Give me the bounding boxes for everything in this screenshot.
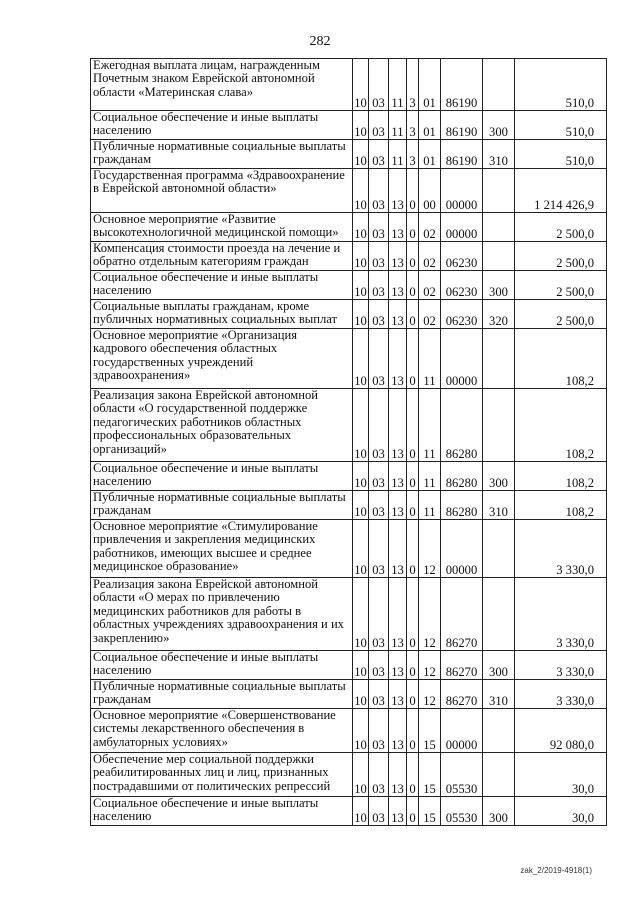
code-direction-cell: 86270 [441,578,483,651]
code-activity-cell: 01 [419,111,441,140]
code-subprogram-cell: 0 [407,169,419,213]
code-activity-cell: 12 [419,651,441,680]
code-direction-cell: 00000 [441,709,483,753]
amount-cell: 1 214 426,9 [515,169,607,213]
code-section-cell: 10 [353,140,369,169]
table-row [91,651,607,680]
code-direction-cell: 00000 [441,169,483,213]
code-direction-cell: 86190 [441,59,483,111]
code-direction-cell: 05530 [441,797,483,826]
table-row [91,797,607,826]
code-expense-type-cell: 300 [483,651,515,680]
code-subprogram-cell: 0 [407,271,419,300]
code-activity-cell: 00 [419,169,441,213]
code-subsection-cell: 03 [369,59,389,111]
table-row [91,169,607,213]
amount-cell: 3 330,0 [515,520,607,578]
code-program-cell: 13 [389,271,407,300]
amount-cell: 510,0 [515,140,607,169]
code-program-cell: 13 [389,578,407,651]
code-direction-cell: 06230 [441,300,483,329]
row-name: Основное мероприятие «Организация кадрового обеспечения областных государственных учреждений здравоохранения» [93,328,298,383]
code-expense-type-cell [483,709,515,753]
row-name-cell [91,300,353,329]
footer-document-code: zak_2/2019-4918(1) [520,866,592,875]
code-expense-type-cell: 300 [483,271,515,300]
code-activity-cell: 02 [419,271,441,300]
row-name-cell [91,242,353,271]
table-row [91,271,607,300]
code-program-cell: 13 [389,680,407,709]
code-subsection-cell: 03 [369,578,389,651]
row-name-cell [91,491,353,520]
code-activity-cell: 12 [419,520,441,578]
code-subprogram-cell: 0 [407,520,419,578]
row-name: Основное мероприятие «Стимулирование привлечения и закрепления медицинских работников, имеющих высшее и среднее медицинское образование» [93,519,318,574]
table-body [91,59,607,826]
row-name-cell [91,680,353,709]
code-expense-type-cell [483,242,515,271]
code-subprogram-cell: 0 [407,680,419,709]
code-activity-cell: 15 [419,797,441,826]
code-activity-cell: 11 [419,491,441,520]
code-direction-cell: 86190 [441,111,483,140]
code-direction-cell: 00000 [441,520,483,578]
amount-cell: 2 500,0 [515,213,607,242]
code-section-cell: 10 [353,169,369,213]
code-subsection-cell: 03 [369,491,389,520]
code-subsection-cell: 03 [369,140,389,169]
code-expense-type-cell: 320 [483,300,515,329]
row-name-cell [91,389,353,462]
row-name: Компенсация стоимости проезда на лечение и обратно отдельным категориям граждан [93,241,341,269]
code-program-cell: 13 [389,709,407,753]
row-name: Публичные нормативные социальные выплаты гражданам [93,139,346,167]
row-name-cell [91,520,353,578]
code-direction-cell: 86190 [441,140,483,169]
budget-table [90,58,607,826]
code-subsection-cell: 03 [369,753,389,797]
code-expense-type-cell [483,753,515,797]
code-program-cell: 11 [389,140,407,169]
code-expense-type-cell: 300 [483,111,515,140]
code-section-cell: 10 [353,680,369,709]
code-section-cell: 10 [353,753,369,797]
code-program-cell: 13 [389,651,407,680]
amount-cell: 30,0 [515,797,607,826]
code-subprogram-cell: 0 [407,329,419,389]
code-activity-cell: 01 [419,59,441,111]
amount-cell: 108,2 [515,329,607,389]
code-activity-cell: 15 [419,753,441,797]
code-direction-cell: 86280 [441,389,483,462]
amount-cell: 3 330,0 [515,578,607,651]
table-row [91,300,607,329]
code-activity-cell: 15 [419,709,441,753]
row-name: Социальное обеспечение и иные выплаты населению [93,461,319,489]
row-name: Социальное обеспечение и иные выплаты населению [93,796,319,824]
code-subsection-cell: 03 [369,709,389,753]
code-program-cell: 13 [389,491,407,520]
code-section-cell: 10 [353,462,369,491]
table-row [91,680,607,709]
code-subsection-cell: 03 [369,680,389,709]
row-name-cell [91,578,353,651]
table-row [91,242,607,271]
code-program-cell: 13 [389,242,407,271]
code-direction-cell: 86280 [441,491,483,520]
code-subsection-cell: 03 [369,520,389,578]
code-section-cell: 10 [353,329,369,389]
table-row [91,111,607,140]
row-name-cell [91,271,353,300]
code-section-cell: 10 [353,491,369,520]
code-subprogram-cell: 0 [407,462,419,491]
code-section-cell: 10 [353,300,369,329]
code-expense-type-cell [483,329,515,389]
row-name: Ежегодная выплата лицам, награжденным Почетным знаком Еврейской автономной области «Материнская слава» [93,58,320,99]
code-section-cell: 10 [353,59,369,111]
code-program-cell: 11 [389,59,407,111]
row-name-cell [91,169,353,213]
code-subsection-cell: 03 [369,242,389,271]
row-name: Основное мероприятие «Совершенствование системы лекарственного обеспечения в амбулаторных условиях» [93,708,336,749]
row-name: Социальное обеспечение и иные выплаты населению [93,270,319,298]
row-name: Обеспечение мер социальной поддержки реабилитированных лиц и лиц, признанных пострадавшими от политических репрессий [93,752,331,793]
code-direction-cell: 86270 [441,680,483,709]
row-name: Социальное обеспечение и иные выплаты населению [93,110,319,138]
code-section-cell: 10 [353,389,369,462]
code-expense-type-cell [483,213,515,242]
code-section-cell: 10 [353,797,369,826]
code-activity-cell: 11 [419,329,441,389]
code-subprogram-cell: 0 [407,300,419,329]
code-section-cell: 10 [353,213,369,242]
code-program-cell: 13 [389,300,407,329]
row-name-cell [91,797,353,826]
amount-cell: 2 500,0 [515,271,607,300]
code-section-cell: 10 [353,242,369,271]
code-expense-type-cell: 310 [483,680,515,709]
code-program-cell: 13 [389,520,407,578]
code-program-cell: 13 [389,213,407,242]
code-direction-cell: 00000 [441,329,483,389]
code-activity-cell: 02 [419,300,441,329]
code-expense-type-cell [483,59,515,111]
row-name-cell [91,753,353,797]
table-row [91,389,607,462]
table-row [91,213,607,242]
row-name: Реализация закона Еврейской автономной области «О государственной поддержке педагогических работников областных профессиональных образовательных организаций» [93,388,319,456]
code-expense-type-cell: 300 [483,797,515,826]
code-expense-type-cell: 300 [483,462,515,491]
table-row [91,578,607,651]
code-subsection-cell: 03 [369,213,389,242]
code-direction-cell: 06230 [441,242,483,271]
code-activity-cell: 11 [419,389,441,462]
amount-cell: 108,2 [515,491,607,520]
row-name-cell [91,709,353,753]
row-name: Социальное обеспечение и иные выплаты населению [93,650,319,678]
code-program-cell: 11 [389,111,407,140]
amount-cell: 510,0 [515,59,607,111]
amount-cell: 510,0 [515,111,607,140]
amount-cell: 30,0 [515,753,607,797]
row-name-cell [91,462,353,491]
code-subprogram-cell: 3 [407,111,419,140]
row-name-cell [91,651,353,680]
row-name: Реализация закона Еврейской автономной области «О мерах по привлечению медицинских работников для работы в областных учреждениях здравоохранения и их закреплению» [93,577,344,645]
code-section-cell: 10 [353,651,369,680]
amount-cell: 3 330,0 [515,651,607,680]
code-subprogram-cell: 0 [407,491,419,520]
table-row [91,329,607,389]
code-expense-type-cell [483,389,515,462]
table-row [91,462,607,491]
row-name-cell [91,329,353,389]
code-subsection-cell: 03 [369,300,389,329]
code-activity-cell: 02 [419,242,441,271]
code-activity-cell: 02 [419,213,441,242]
table-row [91,59,607,111]
code-subsection-cell: 03 [369,389,389,462]
code-subprogram-cell: 0 [407,651,419,680]
row-name: Социальные выплаты гражданам, кроме публичных нормативных социальных выплат [93,299,338,327]
code-direction-cell: 05530 [441,753,483,797]
code-program-cell: 13 [389,797,407,826]
amount-cell: 2 500,0 [515,300,607,329]
code-subsection-cell: 03 [369,169,389,213]
amount-cell: 108,2 [515,462,607,491]
table-row [91,709,607,753]
code-section-cell: 10 [353,111,369,140]
page-number: 282 [309,34,331,49]
amount-cell: 2 500,0 [515,242,607,271]
row-name: Публичные нормативные социальные выплаты гражданам [93,490,346,518]
code-activity-cell: 12 [419,680,441,709]
code-program-cell: 13 [389,169,407,213]
code-subsection-cell: 03 [369,651,389,680]
code-expense-type-cell: 310 [483,140,515,169]
code-subprogram-cell: 0 [407,753,419,797]
code-subsection-cell: 03 [369,111,389,140]
row-name-cell [91,111,353,140]
code-program-cell: 13 [389,462,407,491]
code-activity-cell: 01 [419,140,441,169]
row-name-cell [91,59,353,111]
table-row [91,140,607,169]
table-row [91,491,607,520]
code-subsection-cell: 03 [369,271,389,300]
row-name: Основное мероприятие «Развитие высокотехнологичной медицинской помощи» [93,212,339,240]
code-program-cell: 13 [389,753,407,797]
code-subprogram-cell: 0 [407,797,419,826]
code-section-cell: 10 [353,271,369,300]
code-subprogram-cell: 0 [407,709,419,753]
code-subprogram-cell: 3 [407,59,419,111]
amount-cell: 108,2 [515,389,607,462]
row-name: Государственная программа «Здравоохранение в Еврейской автономной области» [93,168,345,196]
table-row [91,753,607,797]
code-subprogram-cell: 3 [407,140,419,169]
code-subprogram-cell: 0 [407,242,419,271]
row-name-cell [91,140,353,169]
code-subprogram-cell: 0 [407,213,419,242]
code-program-cell: 13 [389,389,407,462]
code-direction-cell: 86270 [441,651,483,680]
code-section-cell: 10 [353,578,369,651]
code-subsection-cell: 03 [369,329,389,389]
code-expense-type-cell [483,169,515,213]
code-direction-cell: 86280 [441,462,483,491]
code-activity-cell: 11 [419,462,441,491]
code-subprogram-cell: 0 [407,578,419,651]
amount-cell: 3 330,0 [515,680,607,709]
code-direction-cell: 06230 [441,271,483,300]
code-direction-cell: 00000 [441,213,483,242]
row-name-cell [91,213,353,242]
row-name: Публичные нормативные социальные выплаты гражданам [93,679,346,707]
table-row [91,520,607,578]
code-expense-type-cell [483,520,515,578]
code-subsection-cell: 03 [369,462,389,491]
code-expense-type-cell [483,578,515,651]
code-section-cell: 10 [353,709,369,753]
code-subsection-cell: 03 [369,797,389,826]
code-program-cell: 13 [389,329,407,389]
code-activity-cell: 12 [419,578,441,651]
code-expense-type-cell: 310 [483,491,515,520]
amount-cell: 92 080,0 [515,709,607,753]
code-section-cell: 10 [353,520,369,578]
code-subprogram-cell: 0 [407,389,419,462]
